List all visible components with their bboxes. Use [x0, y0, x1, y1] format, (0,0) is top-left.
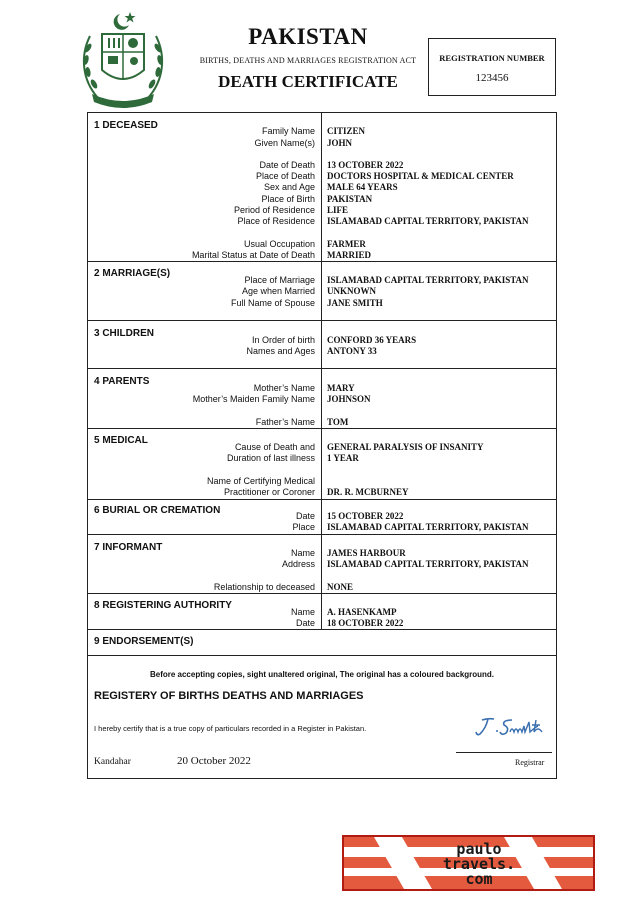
section-deceased: [88, 113, 556, 262]
section-medical: [88, 429, 556, 500]
field-value: DOCTORS HOSPITAL & MEDICAL CENTER: [327, 171, 514, 181]
registrar-signature: [472, 714, 552, 740]
field-label: Mother’s Name: [253, 383, 315, 393]
certificate-table: [87, 112, 557, 779]
field-value: JAMES HARBOUR: [327, 548, 406, 558]
field-label: Sex and Age: [263, 182, 315, 192]
field-value: 15 OCTOBER 2022: [327, 511, 404, 521]
country-title: PAKISTAN: [248, 24, 368, 49]
section-title: 3 CHILDREN: [94, 328, 155, 339]
section-title: 8 REGISTERING AUTHORITY: [94, 600, 232, 611]
field-value: ANTONY 33: [327, 346, 377, 356]
section-title: 1 DECEASED: [94, 120, 158, 131]
field-value: TOM: [327, 417, 349, 427]
section-title: 6 BURIAL OR CREMATION: [94, 505, 221, 516]
issue-place: Kandahar: [94, 757, 131, 767]
field-value: ISLAMABAD CAPITAL TERRITORY, PAKISTAN: [327, 275, 529, 285]
field-value: ISLAMABAD CAPITAL TERRITORY, PAKISTAN: [327, 216, 529, 226]
field-value: LIFE: [327, 205, 349, 215]
field-label: Practitioner or Coroner: [223, 487, 315, 497]
field-value: JANE SMITH: [327, 298, 383, 308]
paulo-travels-logo: [342, 835, 595, 891]
field-label: Cause of Death and: [234, 442, 315, 452]
logo-text: [404, 842, 554, 887]
section-children: [88, 321, 556, 369]
field-label: Name: [290, 548, 315, 558]
field-value: ISLAMABAD CAPITAL TERRITORY, PAKISTAN: [327, 559, 529, 569]
section-title: 4 PARENTS: [94, 376, 150, 387]
field-value: 1 YEAR: [327, 453, 359, 463]
field-label: Name: [290, 607, 315, 617]
field-value: DR. R. MCBURNEY: [327, 487, 409, 497]
logo-line: travels.: [442, 855, 516, 873]
field-label: Duration of last illness: [226, 453, 315, 463]
field-value: JOHN: [327, 138, 353, 148]
field-value: UNKNOWN: [327, 286, 376, 296]
section-title: 9 ENDORSEMENT(S): [94, 636, 194, 647]
copy-notice: Before accepting copies, sight unaltered original, The original has a coloured background.: [149, 670, 495, 679]
field-value: MARY: [327, 383, 355, 393]
field-value: CONFORD 36 YEARS: [327, 335, 417, 345]
section-marriage: [88, 262, 556, 321]
field-label: Place of Marriage: [244, 275, 315, 285]
field-value: PAKISTAN: [327, 194, 373, 204]
field-label: Mother’s Maiden Family Name: [192, 394, 315, 404]
section-informant: [88, 535, 556, 594]
field-label: Family Name: [261, 126, 315, 136]
field-label: Period of Residence: [233, 205, 315, 215]
field-label: Usual Occupation: [243, 239, 315, 249]
field-label: Place: [292, 522, 315, 532]
field-label: Date of Death: [259, 160, 315, 170]
field-label: Place of Birth: [261, 194, 315, 204]
field-value: MARRIED: [327, 250, 371, 260]
field-label: Father’s Name: [255, 417, 315, 427]
section-authority: [88, 594, 556, 630]
field-value: MALE 64 YEARS: [327, 182, 398, 192]
field-value: 13 OCTOBER 2022: [327, 160, 404, 170]
field-label: Full Name of Spouse: [230, 298, 315, 308]
field-label: Given Name(s): [254, 138, 315, 148]
field-value: JOHNSON: [327, 394, 371, 404]
field-label: Age when Married: [241, 286, 315, 296]
field-value: CITIZEN: [327, 126, 366, 136]
field-label: Marital Status at Date of Death: [191, 250, 315, 260]
signature-line: [456, 752, 552, 753]
field-value: A. HASENKAMP: [327, 607, 397, 617]
field-value: GENERAL PARALYSIS OF INSANITY: [327, 442, 484, 452]
field-label: Place of Residence: [237, 216, 315, 226]
certificate-footer: [88, 656, 556, 778]
document-title: DEATH CERTIFICATE: [218, 72, 398, 91]
logo-line: com: [465, 870, 493, 888]
state-emblem-icon: [78, 8, 168, 112]
section-parents: [88, 369, 556, 429]
registrar-label: Registrar: [515, 758, 545, 767]
field-label: Date: [295, 618, 315, 628]
field-label: Address: [281, 559, 315, 569]
section-title: 7 INFORMANT: [94, 542, 163, 553]
section-burial: [88, 500, 556, 535]
registration-number: 123456: [475, 72, 509, 84]
field-value: 18 OCTOBER 2022: [327, 618, 404, 628]
field-value: FARMER: [327, 239, 366, 249]
field-value: NONE: [327, 582, 354, 592]
registry-heading: REGISTERY OF BIRTHS DEATHS AND MARRIAGES: [94, 690, 364, 702]
section-title: 2 MARRIAGE(S): [94, 268, 171, 279]
field-label: Date: [295, 511, 315, 521]
logo-line: paulo: [456, 840, 502, 858]
certify-statement: I hereby certify that is a true copy of particulars recorded in a Register in Pakistan.: [94, 724, 367, 733]
field-label: In Order of birth: [251, 335, 315, 345]
act-subtitle: BIRTHS, DEATHS AND MARRIAGES REGISTRATION ACT: [199, 56, 417, 65]
field-value: ISLAMABAD CAPITAL TERRITORY, PAKISTAN: [327, 522, 529, 532]
field-label: Names and Ages: [246, 346, 315, 356]
section-title: 5 MEDICAL: [94, 435, 148, 446]
section-endorsement: [88, 630, 556, 656]
field-label: Place of Death: [255, 171, 315, 181]
field-label: Relationship to deceased: [213, 582, 315, 592]
registration-label: REGISTRATION NUMBER: [439, 53, 545, 63]
issue-date: 20 October 2022: [177, 755, 251, 767]
registration-box: [428, 38, 556, 96]
field-label: Name of Certifying Medical: [206, 476, 315, 486]
